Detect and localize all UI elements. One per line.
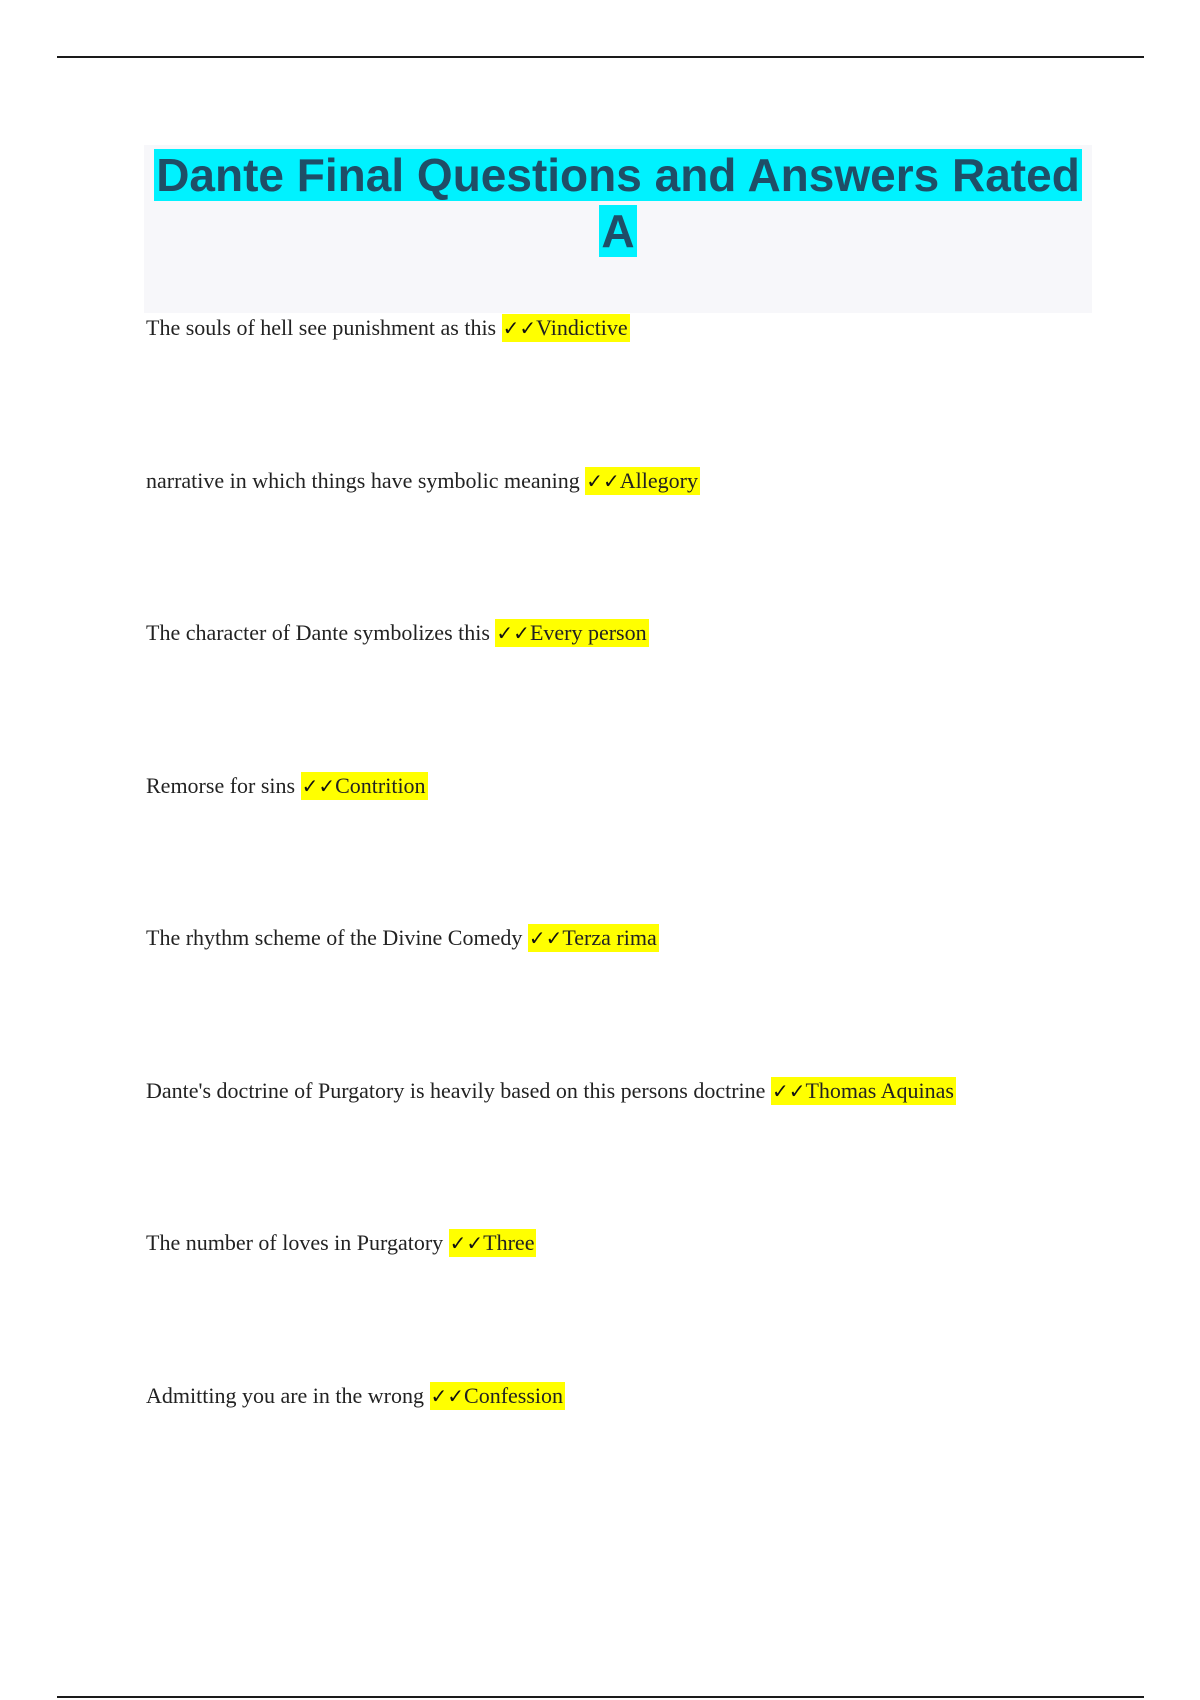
answer-text: Allegory — [619, 468, 698, 493]
double-check-icon: ✓✓ — [496, 621, 530, 645]
bottom-rule — [57, 1696, 1144, 1698]
answer-highlight — [771, 1077, 956, 1105]
qa-item — [146, 314, 630, 342]
question-text: The character of Dante symbolizes this — [146, 620, 490, 645]
answer-text: Confession — [464, 1383, 564, 1408]
qa-item — [146, 1229, 536, 1257]
document-title — [144, 145, 1092, 259]
qa-item — [146, 467, 700, 495]
title-block — [144, 145, 1092, 313]
double-check-icon: ✓✓ — [528, 926, 563, 950]
double-check-icon: ✓✓ — [430, 1384, 465, 1408]
answer-text: Thomas Aquinas — [805, 1078, 954, 1103]
double-check-icon: ✓✓ — [586, 469, 620, 493]
answer-text: Every person — [529, 620, 647, 645]
answer-text: Vindictive — [536, 315, 628, 340]
question-text: Dante's doctrine of Purgatory is heavily based on this persons doctrine — [146, 1078, 766, 1103]
answer-text: Terza rima — [562, 925, 657, 950]
answer-highlight — [449, 1229, 537, 1257]
qa-item — [146, 772, 428, 800]
question-text: narrative in which things have symbolic meaning — [146, 468, 580, 493]
document-title-text: Dante Final Questions and Answers Rated A — [156, 149, 1080, 257]
qa-item — [146, 1382, 565, 1410]
question-text: Admitting you are in the wrong — [146, 1383, 425, 1408]
double-check-icon: ✓✓ — [301, 774, 336, 798]
question-text: Remorse for sins — [146, 773, 296, 798]
double-check-icon: ✓✓ — [771, 1079, 806, 1103]
double-check-icon: ✓✓ — [502, 316, 537, 340]
question-text: The souls of hell see punishment as this — [146, 315, 497, 340]
answer-highlight — [528, 924, 659, 952]
answer-highlight — [585, 467, 700, 495]
answer-highlight — [495, 619, 648, 647]
double-check-icon: ✓✓ — [449, 1231, 484, 1255]
qa-item — [146, 924, 659, 952]
top-rule — [57, 56, 1144, 58]
answer-text: Contrition — [335, 773, 426, 798]
answer-highlight — [301, 772, 428, 800]
answer-highlight — [502, 314, 630, 342]
question-text: The rhythm scheme of the Divine Comedy — [146, 925, 523, 950]
qa-item — [146, 619, 649, 647]
qa-item — [146, 1077, 956, 1105]
question-text: The number of loves in Purgatory — [146, 1230, 444, 1255]
answer-text: Three — [483, 1230, 535, 1255]
answer-highlight — [430, 1382, 566, 1410]
